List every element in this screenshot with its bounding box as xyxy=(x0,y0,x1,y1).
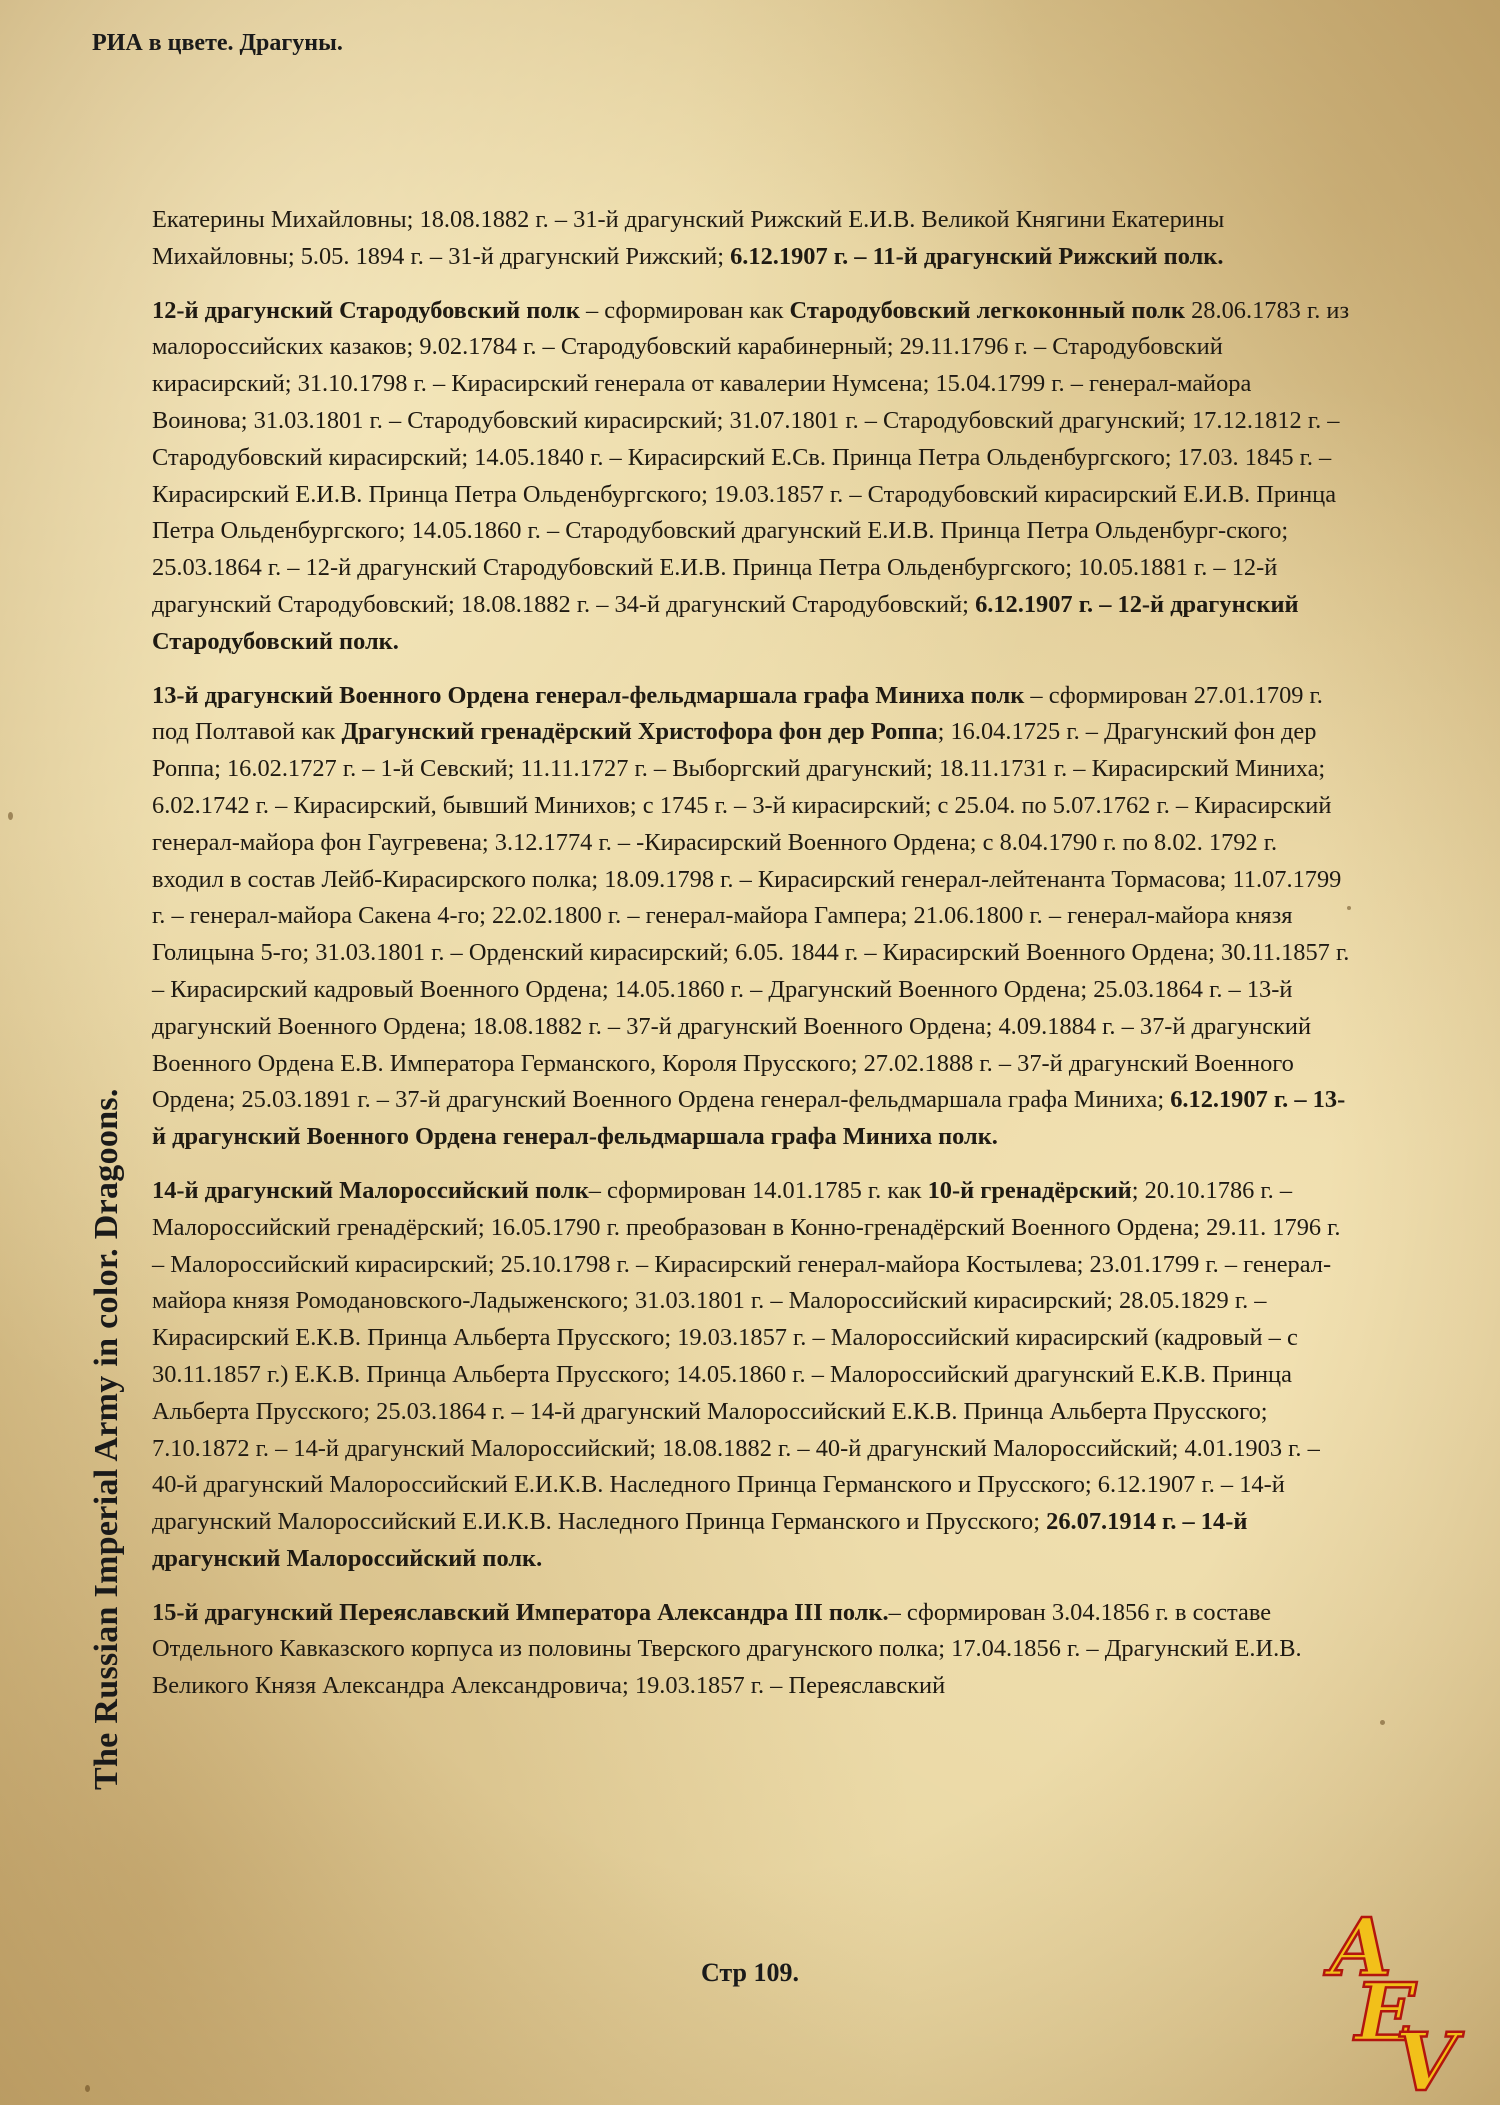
monogram-letter-v: V xyxy=(1395,2015,1458,2100)
text-run: – сформирован 27.01.1709 г. под Полтавой как xyxy=(152,681,1323,746)
paragraph-13th-military-order xyxy=(152,678,1352,1156)
text-run: ; 20.10.1786 г. – Малороссийский гренадёрский; 16.05.1790 г. преобразован в Конно-гренадёрский Военного Ордена; 29.11. 1796 г. – Малороссийский кирасирский; 25.10.1798 г. – Кирасирский генерал-майора Костылева; 23.01.1799 г. – генерал-майора князя Ромодановского-Ладыженского; 31.03.1801 г. – Малороссийский кирасирский; 28.05.1829 г. – Кирасирский Е.К.В. Принца Альберта Прусского; 19.03.1857 г. – Малороссийский кирасирский (кадровый – с 30.11.1857 г.) Е.К.В. Принца Альберта Прусского; 14.05.1860 г. – Малороссийский драгунский Е.К.В. Принца Альберта Прусского; 25.03.1864 г. – 14-й драгунский Малороссийский Е.К.В. Принца Альберта Прусского; 7.10.1872 г. – 14-й драгунский Малороссийский; 18.08.1882 г. – 40-й драгунский Малороссийский; 4.01.1903 г. – 40-й драгунский Малороссийский Е.И.К.В. Наследного Принца Германского и Прусского; 6.12.1907 г. – 14-й драгунский Малороссийский Е.И.К.В. Наследного Принца Германского и Прусского; xyxy=(152,1176,1341,1536)
text-run: – сформирован 3.04.1856 г. в составе Отдельного Кавказского корпуса из половины Тверского драгунского полка; 17.04.1856 г. – Драгунский Е.И.В. Великого Князя Александра Александровича; 19.03.1857 г. – Переяславский xyxy=(152,1598,1302,1700)
bold-run: 6.12.1907 г. – 11-й драгунский Рижский полк. xyxy=(730,242,1224,270)
bold-run: 12-й драгунский Стародубовский полк xyxy=(152,296,580,324)
side-title: The Russian Imperial Army in color. Dragoons. xyxy=(88,1088,125,1790)
paper-speck xyxy=(85,2085,90,2092)
bold-run: 14-й драгунский Малороссийский полк xyxy=(152,1176,589,1204)
text-run: – сформирован как xyxy=(579,296,790,324)
page-header: РИА в цвете. Драгуны. xyxy=(92,30,343,56)
paper-speck xyxy=(1347,906,1351,910)
text-run: – сформирован 14.01.1785 г. как xyxy=(588,1176,928,1204)
document-body xyxy=(152,202,1352,1722)
bold-run: 6.12.1907 г. – 13-й драгунский Военного Ордена генерал-фельдмаршала графа Миниха полк. xyxy=(152,1086,1346,1151)
bold-run: 10-й гренадёрский xyxy=(927,1176,1132,1204)
text-run: ; 16.04.1725 г. – Драгунский фон дер Роппа; 16.02.1727 г. – 1-й Севский; 11.11.1727 г. – Выборгский драгунский; 18.11.1731 г. – Кирасирский Миниха; 6.02.1742 г. – Кирасирский, бывший Минихов; с 1745 г. – 3-й кирасирский; с 25.04. по 5.07.1762 г. – Кирасирский генерал-майора фон Гаугревена; 3.12.1774 г. – -Кирасирский Военного Ордена; с 8.04.1790 г. по 8.02. 1792 г. входил в состав Лейб-Кирасирского полка; 18.09.1798 г. – Кирасирский генерал-лейтенанта Тормасова; 11.07.1799 г. – генерал-майора Сакена 4-го; 22.02.1800 г. – генерал-майора Гампера; 21.06.1800 г. – генерал-майора князя Голицына 5-го; 31.03.1801 г. – Орденский кирасирский; 6.05. 1844 г. – Кирасирский Военного Ордена; 30.11.1857 г. – Кирасирский кадровый Военного Ордена; 14.05.1860 г. – Драгунский Военного Ордена; 25.03.1864 г. – 13-й драгунский Военного Ордена; 18.08.1882 г. – 37-й драгунский Военного Ордена; 4.09.1884 г. – 37-й драгунский Военного Ордена Е.В. Императора Германского, Короля Прусского; 27.02.1888 г. – 37-й драгунский Военного Ордена; 25.03.1891 г. – 37-й драгунский Военного Ордена генерал-фельдмаршала графа Миниха; xyxy=(152,718,1350,1114)
bold-run: Драгунский гренадёрский Христофора фон дер Роппа xyxy=(341,718,938,746)
paragraph-15th-pereyaslavl xyxy=(152,1595,1352,1705)
monogram-letter-e: E xyxy=(1355,1965,1416,2059)
paper-speck xyxy=(1380,1720,1385,1725)
paper-speck xyxy=(8,812,13,820)
bold-run: Стародубовский легкоконный полк xyxy=(789,296,1186,324)
paragraph-12th-starodub xyxy=(152,293,1352,661)
bold-run: 13-й драгунский Военного Ордена генерал-фельдмаршала графа Миниха полк xyxy=(152,681,1025,709)
bold-run: 15-й драгунский Переяславский Императора Александра III полк. xyxy=(152,1598,889,1626)
aev-monogram-logo xyxy=(1310,1900,1490,2100)
page-number: Стр 109. xyxy=(701,1958,799,1987)
page-footer xyxy=(0,1958,1500,1988)
text-run: Екатерины Михайловны; 18.08.1882 г. – 31-й драгунский Рижский Е.И.В. Великой Княгини Екатерины Михайловны; 5.05. 1894 г. – 31-й драгунский Рижский; xyxy=(152,206,1225,270)
paragraph-11th-riga xyxy=(152,202,1352,276)
text-run: 28.06.1783 г. из малороссийских казаков; 9.02.1784 г. – Стародубовский карабинерный; 29.11.1796 г. – Стародубовский кирасирский; 31.10.1798 г. – Кирасирский генерала от кавалерии Нумсена; 15.04.1799 г. – генерал-майора Воинова; 31.03.1801 г. – Стародубовский кирасирский; 31.07.1801 г. – Стародубовский драгунский; 17.12.1812 г. – Стародубовский кирасирский; 14.05.1840 г. – Кирасирский Е.Св. Принца Петра Ольденбургского; 17.03. 1845 г. – Кирасирский Е.И.В. Принца Петра Ольденбургского; 19.03.1857 г. – Стародубовский кирасирский Е.И.В. Принца Петра Ольденбургского; 14.05.1860 г. – Стародубовский драгунский Е.И.В. Принца Петра Ольденбург-ского; 25.03.1864 г. – 12-й драгунский Стародубовский Е.И.В. Принца Петра Ольденбургского; 10.05.1881 г. – 12-й драгунский Стародубовский; 18.08.1882 г. – 34-й драгунский Стародубовский; xyxy=(152,296,1350,618)
paragraph-14th-little-russian xyxy=(152,1173,1352,1578)
bold-run: 6.12.1907 г. – 12-й драгунский Стародубовский полк. xyxy=(152,590,1299,655)
bold-run: 26.07.1914 г. – 14-й драгунский Малороссийский полк. xyxy=(152,1508,1248,1572)
monogram-letter-a: A xyxy=(1330,1900,1393,1994)
